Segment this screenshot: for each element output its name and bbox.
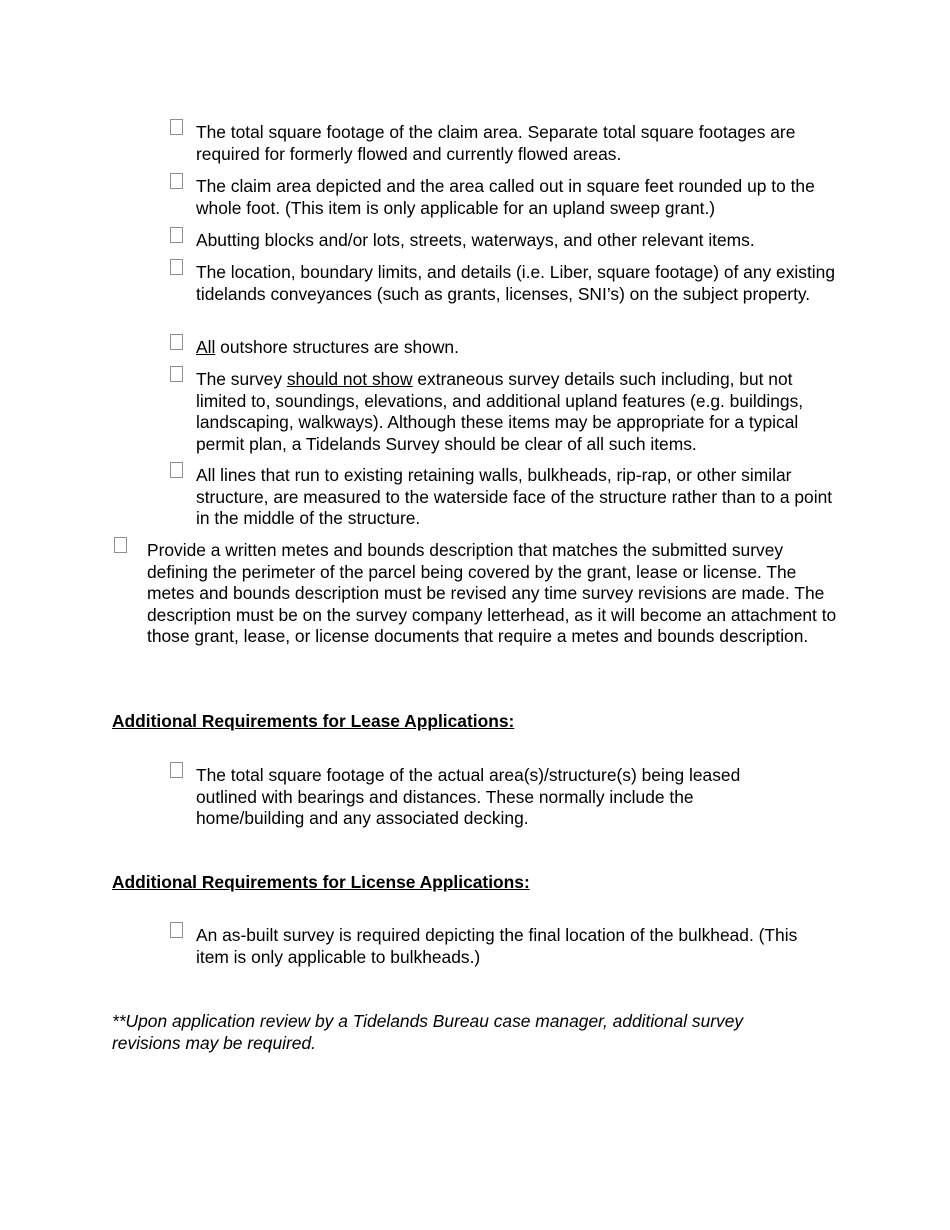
license-item-as-built-survey [196,925,806,968]
license-requirements-heading: Additional Requirements for License Applications: [112,872,530,892]
checklist-item-text: Provide a written metes and bounds description that matches the submitted survey defining the perimeter of the parcel being covered by the grant, lease or license. The metes and bounds description must be revised any time survey revisions are made. The description must be on the survey company letterhead, as it will become an attachment to those grant, lease, or license documents that require a metes and bounds description. [147,540,837,646]
checkbox[interactable] [170,762,183,778]
checklist-item-text: extraneous survey details such including, but not limited to, soundings, elevations, and additional upland features (e.g. buildings, landscaping, walkways). Although these items may be appropriate for a typical permit plan, a Tidelands Survey should be clear of all such items. [196,369,804,454]
checklist-item-claim-area [196,176,846,219]
checkbox[interactable] [170,366,183,382]
checklist-item-lines-to-walls [196,465,846,530]
checklist-item-abutting-blocks [196,230,846,252]
checklist-item-outshore-structures [196,337,846,359]
lease-item-square-footage [196,765,796,830]
checklist-item-text: The claim area depicted and the area called out in square feet rounded up to the whole foot. (This item is only applicable for an upland sweep grant.) [196,176,815,218]
checklist-item-tidelands-conveyances [196,262,846,305]
checkbox[interactable] [170,173,183,189]
checklist-item-text: An as-built survey is required depicting the final location of the bulkhead. (This item is only applicable to bulkheads.) [196,925,798,967]
checkbox[interactable] [114,537,127,553]
checklist-item-total-square-footage [196,122,846,165]
checklist-item-text-prefix: The survey [196,369,287,389]
emphasis-all: All [196,337,216,357]
checkbox[interactable] [170,119,183,135]
checklist-item-metes-and-bounds [147,540,837,648]
checkbox[interactable] [170,922,183,938]
checkbox[interactable] [170,227,183,243]
checklist-item-extraneous-details [196,369,846,455]
checklist-item-text: The location, boundary limits, and details (i.e. Liber, square footage) of any existing tidelands conveyances (such as grants, licenses, SNI’s) on the subject property. [196,262,835,304]
checklist-item-text: outshore structures are shown. [215,337,459,357]
checklist-item-text: The total square footage of the actual area(s)/structure(s) being leased outlined with bearings and distances. These normally include the home/building and any associated decking. [196,765,741,828]
checkbox[interactable] [170,334,183,350]
emphasis-should-not-show: should not show [286,369,413,389]
checkbox[interactable] [170,259,183,275]
checkbox[interactable] [170,462,183,478]
checklist-item-text: The total square footage of the claim area. Separate total square footages are required for formerly flowed and currently flowed areas. [196,122,796,164]
footnote: **Upon application review by a Tidelands Bureau case manager, additional survey revisions may be required. [112,1011,744,1053]
lease-requirements-heading: Additional Requirements for Lease Applications: [112,711,515,731]
checklist-item-text: Abutting blocks and/or lots, streets, waterways, and other relevant items. [196,230,755,250]
checklist-item-text: All lines that run to existing retaining walls, bulkheads, rip-rap, or other similar structure, are measured to the waterside face of the structure rather than to a point in the middle of the structure. [196,465,833,528]
